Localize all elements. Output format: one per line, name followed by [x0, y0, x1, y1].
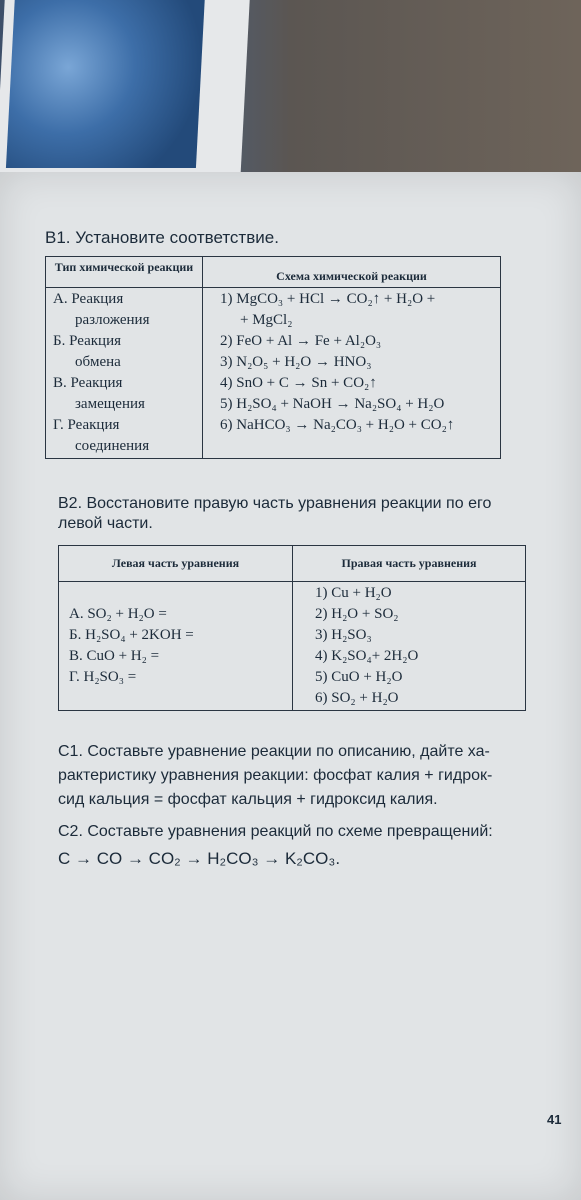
b2-right-equation: 5) CuO + H₂O [315, 669, 403, 685]
b1-types [46, 288, 203, 459]
top-card-image [6, 0, 205, 168]
b2-left [59, 582, 293, 711]
b1-scheme: 1) MgCO₃ + HCl → CO₂↑ + H₂O + [220, 291, 436, 307]
b1-title: В1. Установите соответствие. [45, 228, 279, 247]
b1-scheme: 5) H₂SO₄ + NaOH → Na₂SO₄ + H₂O [220, 396, 445, 412]
b2-table [58, 545, 526, 711]
top-card [0, 0, 250, 180]
b2-right-equation: 4) K₂SO₄+ 2H₂O [315, 648, 419, 664]
b2-right-equation: 6) SO₂ + H₂O [315, 690, 399, 706]
b1-col-right: Схема химической реакции [203, 257, 501, 288]
b1-type-line: замещения [75, 396, 145, 412]
b1-col-left: Тип химической реакции [46, 257, 203, 288]
b1-type-line: соединения [75, 438, 150, 454]
b2-col-left: Левая часть уравнения [59, 546, 293, 582]
b1-scheme: 2) FeO + Al → Fe + Al₂O₃ [220, 333, 382, 349]
b2-left-equation: А. SO₂ + H₂O = [69, 606, 167, 622]
b2-title-line1: В2. Восстановите правую часть уравнения реакции по его [58, 495, 492, 512]
b1-scheme: 4) SnO + C → Sn + CO₂↑ [220, 375, 377, 391]
c1-line2: рактеристику уравнения реакции: фосфат калия + гидрок- [58, 767, 493, 784]
b2-left-equation: Г. H₂SO₃ = [69, 669, 137, 685]
b1-type-line: В. Реакция [53, 375, 123, 391]
b1-type-line: разложения [75, 312, 150, 328]
c2-line1: С2. Составьте уравнения реакций по схеме превращений: [58, 823, 493, 840]
b2-right-equation: 1) Cu + H₂O [315, 585, 392, 601]
c1-line3: сид кальция = фосфат кальция + гидроксид калия. [58, 791, 438, 808]
b2-right-equation: 2) H₂O + SO₂ [315, 606, 399, 622]
b1-scheme: 6) NaHCO₃ → Na₂CO₃ + H₂O + CO₂↑ [220, 417, 455, 433]
b2-col-right: Правая часть уравнения [293, 546, 526, 582]
b1-type-line: Б. Реакция [53, 333, 121, 349]
b1-table [45, 256, 501, 459]
b2-left-equation: Б. H₂SO₄ + 2KOH = [69, 627, 194, 643]
page-number: 41 [547, 1112, 562, 1127]
b1-schemes [203, 288, 501, 459]
b1-scheme: + MgCl₂ [240, 312, 293, 328]
b1-type-line: обмена [75, 354, 121, 370]
b1-scheme: 3) N₂O₅ + H₂O → HNO₃ [220, 354, 372, 370]
b1-type-line: А. Реакция [53, 291, 124, 307]
b2-right-equation: 3) H₂SO₃ [315, 627, 372, 643]
c2-line2: C → CO → CO₂ → H₂CO₃ → K₂CO₃. [58, 849, 341, 868]
b2-title-line2: левой части. [58, 515, 153, 532]
c1-line1: С1. Составьте уравнение реакции по описанию, дайте ха- [58, 743, 490, 760]
b2-left-equation: В. CuO + H₂ = [69, 648, 160, 664]
b1-type-line: Г. Реакция [53, 417, 120, 433]
b2-right [293, 582, 526, 711]
